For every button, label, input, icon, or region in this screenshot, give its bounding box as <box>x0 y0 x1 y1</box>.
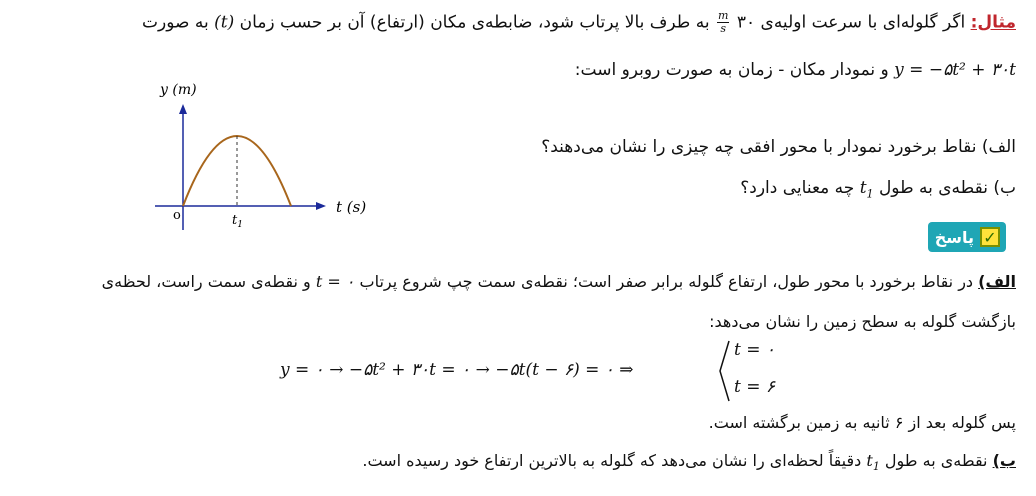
answer-b-line <box>362 451 1016 473</box>
question-a: الف) نقاط برخورد نمودار با محور افقی چه چیزی را نشان می‌دهند؟ <box>541 137 1016 157</box>
answer-b-label: ب) <box>992 451 1016 470</box>
velocity-unit: $\frac{m}{s}$ <box>718 9 729 35</box>
problem-line-2 <box>575 60 1016 80</box>
problem-text-1: اگر گلوله‌ای با سرعت اولیه‌ی ۳۰ <box>736 12 966 33</box>
position-formula: y = −۵t² + ۳۰t <box>894 60 1016 80</box>
answer-b-var: $t_1$ <box>866 451 880 474</box>
case-t0: t = ۰ <box>734 340 776 360</box>
problem-text-2: و نمودار مکان - زمان به صورت روبرو است: <box>574 60 889 80</box>
question-b <box>740 178 1016 200</box>
case-t6: t = ۶ <box>734 377 776 397</box>
answer-a-line-1 <box>102 272 1016 291</box>
answer-a-text-1: در نقاط برخورد با محور طول، ارتفاع گلوله برابر صفر است؛ نقطه‌ی سمت چپ شروع پرتاب <box>359 272 974 291</box>
answer-b-text-1: نقطه‌ی به طول <box>884 451 988 470</box>
t1-tick-label: $t_1$ <box>232 213 243 230</box>
answer-a-conclusion: پس گلوله بعد از ۶ ثانیه به زمین برگشته است. <box>708 413 1016 432</box>
check-icon: ✓ <box>980 227 1000 247</box>
problem-text-1b: به طرف بالا پرتاب شود، ضابطه‌ی مکان (ارتفاع) آن بر حسب زمان <box>239 12 710 33</box>
answer-badge <box>928 222 1006 252</box>
example-label: مثال: <box>970 12 1016 33</box>
y-axis-label: y (m) <box>160 82 197 98</box>
question-b-text-1: ب) نقطه‌ی به طول <box>878 178 1016 198</box>
answer-a-eq-1: t = ۰ <box>315 272 355 291</box>
y-axis-arrow <box>179 104 187 114</box>
problem-line-1 <box>142 10 1016 35</box>
question-b-text-2: چه معنایی دارد؟ <box>740 178 855 198</box>
position-time-graph <box>150 78 390 238</box>
answer-a-line-2: بازگشت گلوله به سطح زمین را نشان می‌دهد: <box>709 312 1016 331</box>
answer-b-text-2: دقیقاً لحظه‌ای را نشان می‌دهد که گلوله به بالاترین ارتفاع خود رسیده است. <box>362 451 862 470</box>
equation-chain: y = ۰ → −۵t² + ۳۰t = ۰ → −۵t(t − ۶) = ۰ ⇒ <box>280 360 634 380</box>
position-curve <box>183 136 291 206</box>
problem-text-1c: به صورت <box>142 12 209 33</box>
answer-a-label: الف) <box>978 272 1016 291</box>
x-axis-label: t (s) <box>336 198 367 216</box>
origin-label: o <box>173 208 181 223</box>
cases-brace <box>718 340 730 402</box>
answer-badge-label: پاسخ <box>934 227 974 247</box>
answer-a-text-1b: و نقطه‌ی سمت راست، لحظه‌ی <box>101 272 311 291</box>
x-axis-arrow <box>316 202 326 210</box>
question-b-var: $t_1$ <box>859 178 874 201</box>
time-variable: (t) <box>214 12 235 33</box>
